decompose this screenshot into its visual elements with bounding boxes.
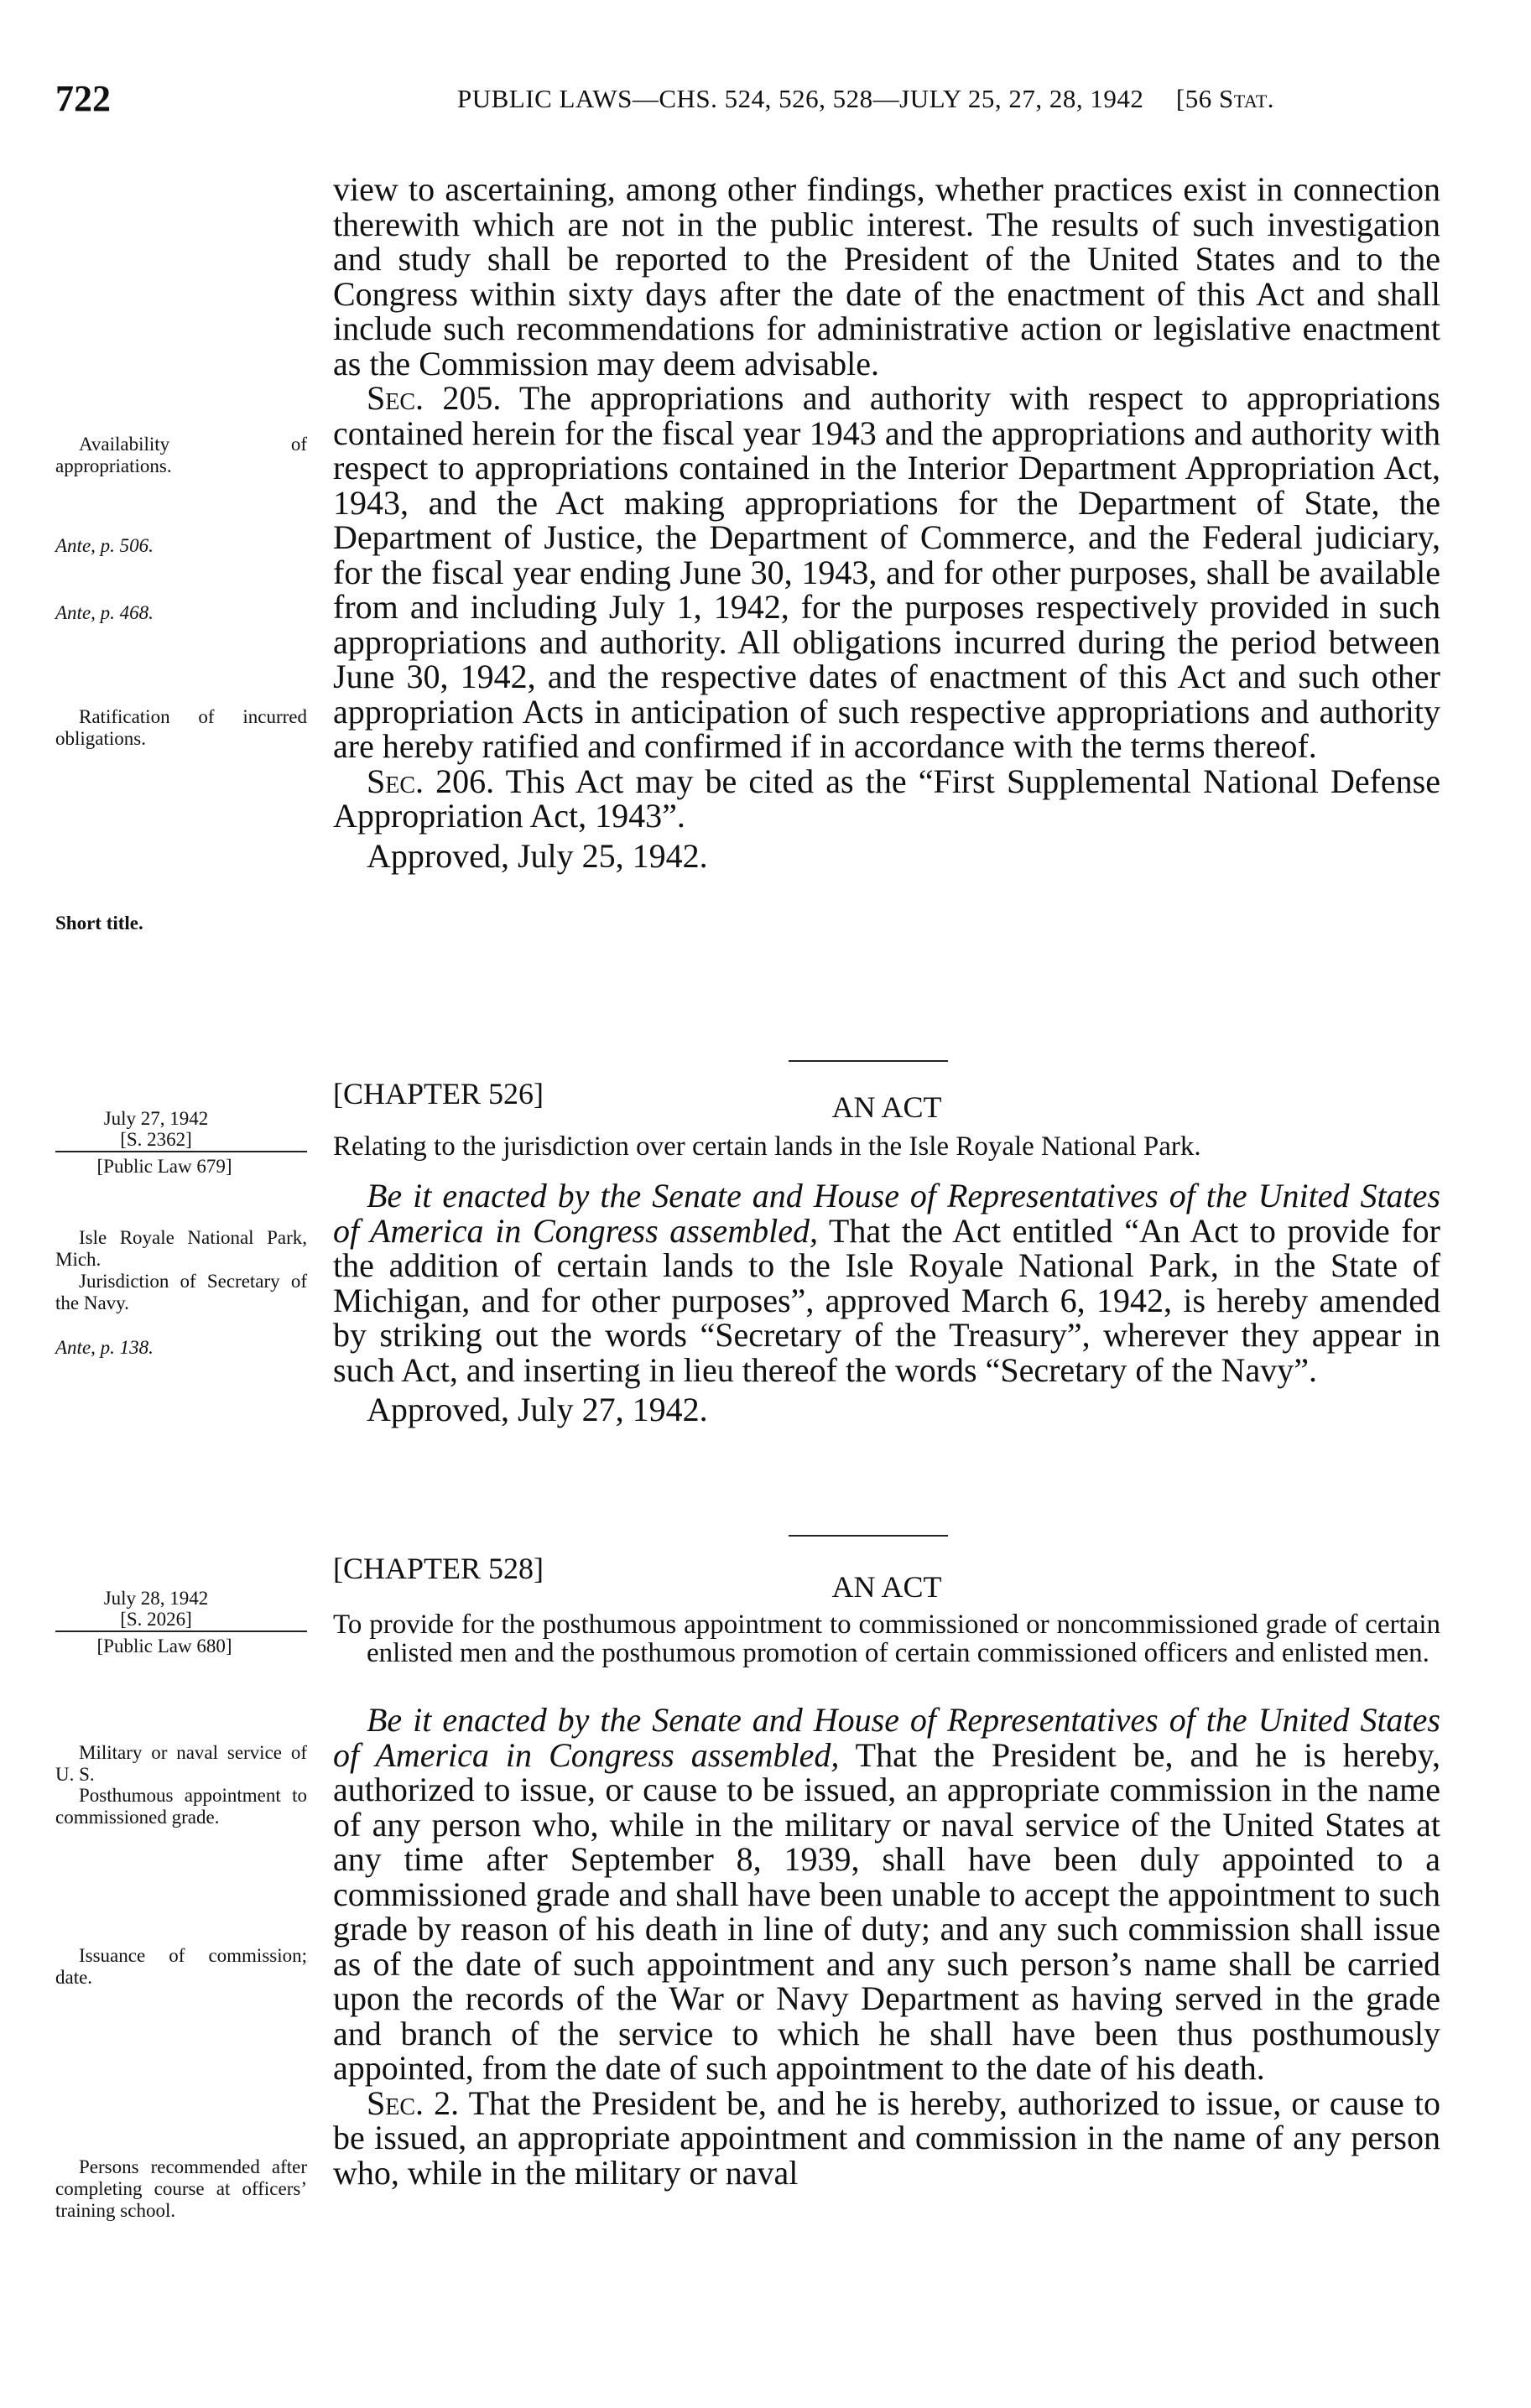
section-label: Sec. [367,762,424,800]
paragraph-enactment-528 [333,1703,1440,2086]
text-block-chapter-524 [333,172,1440,873]
paragraph-sec-206 [333,764,1440,834]
section-label: Sec. [367,379,424,417]
margin-note-military-service: Military or naval service of U. S. [55,1742,307,1785]
chapter-526-rule [789,1060,948,1062]
margin-notes [55,0,307,2408]
chapter-526-title: Relating to the jurisdiction over certain lands in the Isle Royale National Park. [333,1131,1201,1162]
margin-note-ch528-date: July 28, 1942 [103,1588,209,1609]
running-head [457,84,1274,114]
enactment-text: That the Act entitled “An Act to provide for the addition of certain lands to the Isle Royale National Park, in the State of Michigan, and for other purposes”, approved March 6, 1942, is hereby amended by striking out the words “Secretary of the Treasury”, wherever they appear in such Act, and inserting in lieu thereof the words “Secretary of the Navy”. [333,1211,1440,1389]
enacting-clause: Be it enacted by the Senate and House of Representatives of the United States of America in Congress assembled, [333,1177,1440,1250]
text-block-chapter-528 [333,1703,1440,2190]
margin-note-ratification: Ratification of incurred obligations. [55,706,307,749]
enactment-text: That the President be, and he is hereby, authorized to issue, or cause to be issued, an appropriate commission in the name of any person who, while in the military or naval service of the United States at any time after September 8, 1939, shall have been duly appointed to a commissioned grade and shall have been unable to accept the appointment to such grade by reason of his death in line of duty; and any such commission shall issue as of the date of such appointment and any such person’s name shall be carried upon the records of the War or Navy Department as having served in the grade and branch of the service to which he shall have been thus posthumously appointed, from the date of such appointment to the date of his death. [333,1735,1440,2087]
text-block-chapter-526 [333,1178,1440,1428]
margin-note-isle-royale: Isle Royale National Park, Mich. [55,1227,307,1270]
paragraph-sec-205 [333,381,1440,764]
margin-note-ch528-bill: [S. 2026] [120,1609,192,1630]
chapter-528-heading: [CHAPTER 528] [333,1552,544,1585]
running-head-title: PUBLIC LAWS—CHS. 524, 526, 528—JULY 25, 27, 28, 1942 [457,84,1144,113]
chapter-528-an-act: AN ACT [831,1570,942,1604]
section-text: 205. The appropriations and authority with respect to appropriations contained herein for the fiscal year 1943 and the appropriations and authority with respect to appropriations contained in the Interior Department Appropriation Act, 1943, and the Act making appropriations for the Department of State, the Department of Justice, the Department of Commerce, and the Federal judiciary, for the fiscal year ending June 30, 1943, and for other purposes, shall be available from and including July 1, 1942, for the purposes respectively provided in such appropriations and authority. All obligations incurred during the period between June 30, 1942, and the respective dates of enactment of this Act and such other appropriation Acts in anticipation of such respective appropriations and authority are hereby ratified and confirmed if in accordance with the terms thereof. [333,379,1440,765]
section-text: 206. This Act may be cited as the “First Supplemental National Defense Appropriation Act, 1943”. [333,762,1440,835]
chapter-526-an-act: AN ACT [831,1090,942,1124]
page-number: 722 [55,78,111,119]
margin-note-ch528-law: [Public Law 680] [96,1636,232,1656]
margin-rule-ch528 [55,1630,307,1632]
section-label: Sec. [367,2083,424,2122]
margin-note-ante-138: Ante, p. 138. [55,1337,154,1358]
margin-rule-ch526 [55,1151,307,1152]
margin-note-ch526-law: [Public Law 679] [96,1156,232,1177]
margin-note-short-title: Short title. [55,913,143,934]
paragraph-continuation: view to ascertaining, among other findings, whether practices exist in connection therewith which are not in the public interest. The results of such investigation and study shall be reported to the President of the United States and to the Congress within sixty days after the date of the enactment of this Act and shall include such recommendations for administrative action or legislative enactment as the Commission may deem advisable. [333,170,1440,382]
margin-note-issuance: Issuance of commission; date. [55,1945,307,1988]
margin-note-ante-506: Ante, p. 506. [55,535,154,556]
enacting-clause: Be it enacted by the Senate and House of Representatives of the United States of America in Congress assembled, [333,1701,1440,1774]
paragraph-enactment-526 [333,1178,1440,1387]
margin-note-posthumous: Posthumous appointment to commissioned grade. [55,1785,307,1828]
approval-line: Approved, July 27, 1942. [367,1391,708,1428]
margin-note-ch526-date: July 27, 1942 [103,1108,209,1129]
margin-note-ante-468: Ante, p. 468. [55,602,154,623]
chapter-526-heading: [CHAPTER 526] [333,1077,544,1110]
margin-note-jurisdiction: Jurisdiction of Secretary of the Navy. [55,1271,307,1313]
margin-note-availability: Availability of appropriations. [55,434,307,476]
chapter-528-title: To provide for the posthumous appointment to commissioned or noncommissioned grade of certain enlisted men and the posthumous promotion of certain commissioned officers and enlisted men. [333,1610,1440,1668]
paragraph-sec-2 [333,2083,1440,2192]
approval-line: Approved, July 25, 1942. [367,836,708,875]
statute-reference: [56 Stat. [1175,84,1275,113]
margin-note-persons-recommended: Persons recommended after completing course at officers’ training school. [55,2156,307,2221]
section-text: 2. That the President be, and he is hereby, authorized to issue, or cause to be issued, an appropriate appointment and commission in the name of any person who, while in the military or naval [333,2083,1440,2192]
margin-note-ch526-bill: [S. 2362] [120,1129,192,1150]
chapter-528-rule [789,1535,948,1537]
